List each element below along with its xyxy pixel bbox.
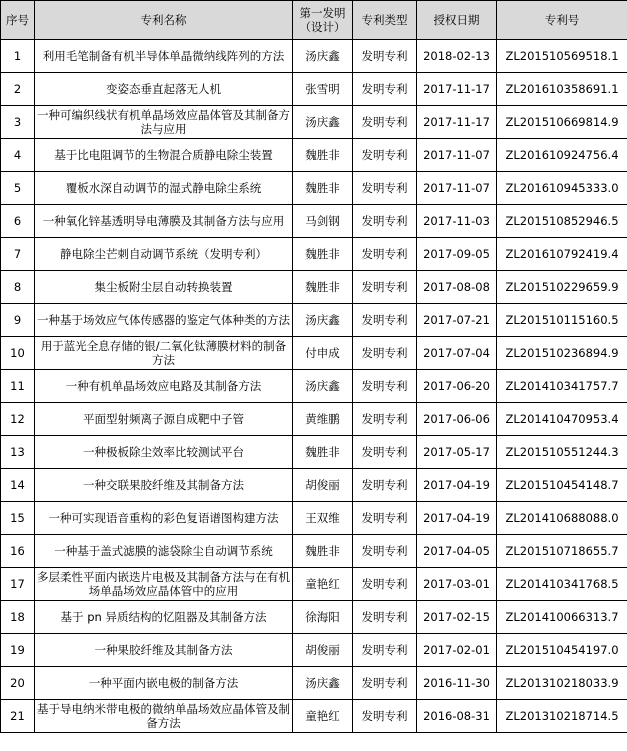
cell-index: 9: [1, 304, 35, 337]
cell-patent-number: ZL201510551244.3: [497, 436, 627, 469]
cell-grant-date: 2017-04-19: [417, 502, 497, 535]
cell-patent-type: 发明专利: [353, 205, 417, 238]
cell-inventor: 徐海阳: [293, 601, 353, 634]
cell-patent-type: 发明专利: [353, 238, 417, 271]
cell-index: 2: [1, 73, 35, 106]
table-row: [1, 700, 627, 733]
cell-inventor: 胡俊丽: [293, 634, 353, 667]
table-row: [1, 634, 627, 667]
table-row: [1, 40, 627, 73]
cell-grant-date: 2017-07-21: [417, 304, 497, 337]
header-row: [1, 1, 627, 40]
cell-inventor: 黄维鹏: [293, 403, 353, 436]
table-row: [1, 139, 627, 172]
table-row: [1, 304, 627, 337]
cell-patent-name: 覆板水深自动调节的湿式静电除尘系统: [35, 172, 293, 205]
cell-index: 17: [1, 568, 35, 601]
table-row: [1, 370, 627, 403]
cell-patent-type: 发明专利: [353, 40, 417, 73]
cell-index: 13: [1, 436, 35, 469]
cell-patent-name: 一种有机单晶场效应电路及其制备方法: [35, 370, 293, 403]
cell-patent-number: ZL201410470953.4: [497, 403, 627, 436]
cell-patent-name: 一种可编织线状有机单晶场效应晶体管及其制备方法与应用: [35, 106, 293, 139]
cell-grant-date: 2016-08-31: [417, 700, 497, 733]
table-row: [1, 403, 627, 436]
cell-patent-type: 发明专利: [353, 271, 417, 304]
cell-index: 16: [1, 535, 35, 568]
cell-patent-type: 发明专利: [353, 172, 417, 205]
cell-patent-name: 集尘板附尘层自动转换装置: [35, 271, 293, 304]
cell-patent-name: 一种平面内嵌电极的制备方法: [35, 667, 293, 700]
table-body: [1, 40, 627, 733]
cell-patent-type: 发明专利: [353, 601, 417, 634]
cell-grant-date: 2017-11-03: [417, 205, 497, 238]
header-date: 授权日期: [417, 1, 497, 40]
cell-inventor: 马剑钢: [293, 205, 353, 238]
cell-inventor: 王双维: [293, 502, 353, 535]
cell-patent-type: 发明专利: [353, 139, 417, 172]
table-row: [1, 337, 627, 370]
header-name: 专利名称: [35, 1, 293, 40]
cell-index: 10: [1, 337, 35, 370]
cell-index: 18: [1, 601, 35, 634]
cell-patent-number: ZL201510229659.9: [497, 271, 627, 304]
cell-patent-type: 发明专利: [353, 700, 417, 733]
cell-patent-number: ZL201510852946.5: [497, 205, 627, 238]
cell-inventor: 魏胜非: [293, 535, 353, 568]
cell-patent-number: ZL201310218714.5: [497, 700, 627, 733]
cell-index: 11: [1, 370, 35, 403]
cell-grant-date: 2017-08-08: [417, 271, 497, 304]
cell-patent-type: 发明专利: [353, 73, 417, 106]
cell-grant-date: 2017-11-17: [417, 73, 497, 106]
table-row: [1, 436, 627, 469]
table-row: [1, 535, 627, 568]
cell-patent-number: ZL201410341768.5: [497, 568, 627, 601]
cell-patent-type: 发明专利: [353, 568, 417, 601]
cell-patent-type: 发明专利: [353, 304, 417, 337]
cell-grant-date: 2017-11-07: [417, 139, 497, 172]
table-row: [1, 73, 627, 106]
cell-grant-date: 2017-06-06: [417, 403, 497, 436]
cell-grant-date: 2017-02-01: [417, 634, 497, 667]
table-row: [1, 172, 627, 205]
header-type: 专利类型: [353, 1, 417, 40]
cell-inventor: 魏胜非: [293, 436, 353, 469]
cell-patent-type: 发明专利: [353, 502, 417, 535]
table-row: [1, 568, 627, 601]
cell-inventor: 胡俊丽: [293, 469, 353, 502]
cell-index: 19: [1, 634, 35, 667]
table-row: [1, 106, 627, 139]
table-row: [1, 601, 627, 634]
cell-grant-date: 2017-11-07: [417, 172, 497, 205]
cell-grant-date: 2017-04-19: [417, 469, 497, 502]
cell-inventor: 汤庆鑫: [293, 370, 353, 403]
table-row: [1, 469, 627, 502]
cell-inventor: 付申成: [293, 337, 353, 370]
cell-grant-date: 2017-03-01: [417, 568, 497, 601]
cell-grant-date: 2017-05-17: [417, 436, 497, 469]
cell-index: 21: [1, 700, 35, 733]
cell-grant-date: 2017-02-15: [417, 601, 497, 634]
cell-index: 7: [1, 238, 35, 271]
table-row: [1, 205, 627, 238]
cell-patent-name: 多层柔性平面内嵌迭片电极及其制备方法与在有机场单晶场效应晶体管中的应用: [35, 568, 293, 601]
cell-grant-date: 2017-06-20: [417, 370, 497, 403]
cell-patent-name: 一种氧化锌基透明导电薄膜及其制备方法与应用: [35, 205, 293, 238]
cell-patent-type: 发明专利: [353, 535, 417, 568]
cell-grant-date: 2018-02-13: [417, 40, 497, 73]
cell-index: 20: [1, 667, 35, 700]
cell-index: 5: [1, 172, 35, 205]
table-row: [1, 502, 627, 535]
cell-index: 1: [1, 40, 35, 73]
cell-inventor: 魏胜非: [293, 139, 353, 172]
header-number: 专利号: [497, 1, 627, 40]
cell-patent-type: 发明专利: [353, 634, 417, 667]
cell-patent-name: 一种极板除尘效率比较测试平台: [35, 436, 293, 469]
cell-patent-number: ZL201610358691.1: [497, 73, 627, 106]
cell-inventor: 童艳红: [293, 700, 353, 733]
cell-patent-type: 发明专利: [353, 436, 417, 469]
cell-patent-name: 基于导电纳米带电极的微纳单晶场效应晶体管及制备方法: [35, 700, 293, 733]
header-index: 序号: [1, 1, 35, 40]
cell-patent-number: ZL201510718655.7: [497, 535, 627, 568]
cell-patent-number: ZL201510115160.5: [497, 304, 627, 337]
cell-patent-number: ZL201510569518.1: [497, 40, 627, 73]
cell-patent-name: 变姿态垂直起落无人机: [35, 73, 293, 106]
cell-patent-name: 静电除尘芒刺自动调节系统（发明专利）: [35, 238, 293, 271]
cell-patent-type: 发明专利: [353, 106, 417, 139]
cell-inventor: 魏胜非: [293, 238, 353, 271]
cell-patent-name: 基于 pn 异质结构的忆阻器及其制备方法: [35, 601, 293, 634]
cell-inventor: 汤庆鑫: [293, 40, 353, 73]
cell-patent-name: 一种基于盖式滤膜的滤袋除尘自动调节系统: [35, 535, 293, 568]
cell-inventor: 汤庆鑫: [293, 304, 353, 337]
cell-inventor: 张雪明: [293, 73, 353, 106]
cell-inventor: 魏胜非: [293, 271, 353, 304]
cell-patent-name: 基于比电阻调节的生物混合质静电除尘装置: [35, 139, 293, 172]
cell-patent-number: ZL201410688088.0: [497, 502, 627, 535]
cell-patent-number: ZL201510236894.9: [497, 337, 627, 370]
cell-patent-name: 平面型射频离子源自成靶中子管: [35, 403, 293, 436]
table-row: [1, 667, 627, 700]
header-inventor: 第一发明（设计）: [293, 1, 353, 40]
cell-index: 14: [1, 469, 35, 502]
cell-patent-number: ZL201510454148.7: [497, 469, 627, 502]
cell-grant-date: 2017-07-04: [417, 337, 497, 370]
cell-patent-number: ZL201310218033.9: [497, 667, 627, 700]
cell-patent-name: 一种可实现语音重构的彩色复语谱图构建方法: [35, 502, 293, 535]
cell-index: 15: [1, 502, 35, 535]
cell-patent-type: 发明专利: [353, 370, 417, 403]
cell-patent-name: 一种基于场效应气体传感器的鉴定气体种类的方法: [35, 304, 293, 337]
cell-patent-number: ZL201610924756.4: [497, 139, 627, 172]
cell-grant-date: 2017-04-05: [417, 535, 497, 568]
cell-inventor: 汤庆鑫: [293, 667, 353, 700]
cell-index: 12: [1, 403, 35, 436]
cell-patent-number: ZL201510669814.9: [497, 106, 627, 139]
cell-patent-type: 发明专利: [353, 337, 417, 370]
cell-grant-date: 2017-11-17: [417, 106, 497, 139]
cell-patent-number: ZL201610945333.0: [497, 172, 627, 205]
cell-patent-name: 利用毛笔制备有机半导体单晶微纳线阵列的方法: [35, 40, 293, 73]
cell-index: 4: [1, 139, 35, 172]
cell-inventor: 汤庆鑫: [293, 106, 353, 139]
cell-patent-name: 一种果胶纤维及其制备方法: [35, 634, 293, 667]
cell-index: 6: [1, 205, 35, 238]
cell-patent-type: 发明专利: [353, 667, 417, 700]
cell-inventor: 魏胜非: [293, 172, 353, 205]
cell-grant-date: 2017-09-05: [417, 238, 497, 271]
cell-grant-date: 2016-11-30: [417, 667, 497, 700]
cell-index: 3: [1, 106, 35, 139]
cell-patent-type: 发明专利: [353, 469, 417, 502]
cell-patent-number: ZL201510454197.0: [497, 634, 627, 667]
cell-index: 8: [1, 271, 35, 304]
table-row: [1, 238, 627, 271]
table-row: [1, 271, 627, 304]
cell-patent-name: 一种交联果胶纤维及其制备方法: [35, 469, 293, 502]
cell-patent-name: 用于蓝光全息存储的银/二氧化钛薄膜材料的制备方法: [35, 337, 293, 370]
cell-patent-number: ZL201410066313.7: [497, 601, 627, 634]
cell-patent-type: 发明专利: [353, 403, 417, 436]
cell-patent-number: ZL201410341757.7: [497, 370, 627, 403]
cell-inventor: 童艳红: [293, 568, 353, 601]
cell-patent-number: ZL201610792419.4: [497, 238, 627, 271]
